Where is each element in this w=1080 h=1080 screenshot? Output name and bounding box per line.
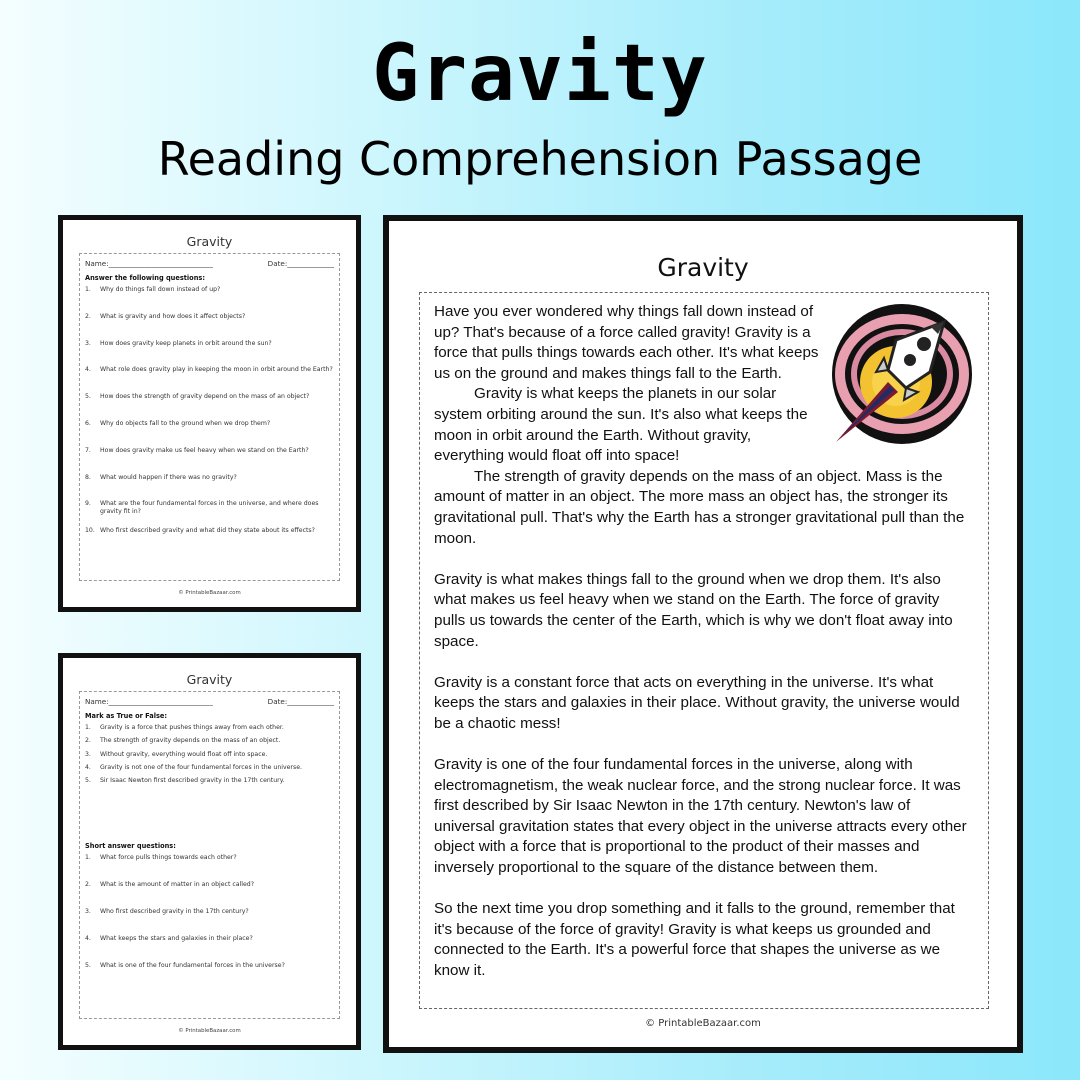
- sub-title: Reading Comprehension Passage: [157, 132, 923, 186]
- item-number: 4.: [85, 763, 91, 771]
- item-text: What is the amount of matter in an object called?: [100, 881, 254, 889]
- question-text: How does the strength of gravity depend on the mass of an object?: [100, 393, 310, 401]
- question-number: 1.: [85, 286, 91, 293]
- name-label: Name:_____________________________: [85, 259, 213, 268]
- section-heading: Short answer questions:: [85, 842, 176, 851]
- item-text: Sir Isaac Newton first described gravity in the 17th century.: [100, 777, 285, 785]
- item-text: What keeps the stars and galaxies in their place?: [100, 934, 253, 942]
- list-item: [85, 737, 334, 745]
- name-label: Name:_____________________________: [85, 697, 213, 706]
- worksheet-content: [79, 253, 340, 581]
- list-item: [85, 881, 334, 889]
- item-text: What is one of the four fundamental forces in the universe?: [100, 961, 285, 969]
- paragraph: Gravity is a constant force that acts on everything in the universe. It's what keeps the stars and galaxies in their place. Without gravity, the universe would be a chaotic mess!: [434, 673, 960, 732]
- question-number: 10.: [85, 527, 95, 535]
- list-item: [85, 764, 334, 772]
- list-item: [85, 366, 334, 374]
- item-text: The strength of gravity depends on the mass of an object.: [100, 737, 281, 745]
- list-item: [85, 724, 334, 732]
- question-number: 4.: [85, 366, 91, 374]
- item-number: 2.: [85, 881, 91, 889]
- question-text: What role does gravity play in keeping the moon in orbit around the Earth?: [100, 366, 333, 374]
- item-number: 4.: [85, 934, 91, 942]
- list-item: [85, 313, 334, 321]
- date-label: Date:_____________: [267, 697, 334, 706]
- question-number: 8.: [85, 473, 91, 481]
- question-text: What is gravity and how does it affect objects?: [100, 312, 246, 320]
- item-text: Without gravity, everything would float off into space.: [100, 750, 268, 758]
- question-text: What would happen if there was no gravity?: [100, 473, 237, 481]
- list-item: [85, 420, 334, 428]
- worksheet-questions-preview: [58, 215, 361, 612]
- passage-footer: © PrintableBazaar.com: [645, 1018, 761, 1029]
- list-item: [85, 286, 334, 294]
- item-text: What force pulls things towards each other?: [100, 854, 237, 862]
- item-number: 1.: [85, 854, 91, 862]
- item-number: 1.: [85, 724, 91, 731]
- list-item: [85, 962, 334, 970]
- section-heading: Answer the following questions:: [85, 274, 205, 282]
- section-heading: Mark as True or False:: [85, 712, 168, 720]
- worksheet-title: Gravity: [186, 672, 233, 687]
- question-text: Who first described gravity and what did they state about its effects?: [100, 527, 315, 535]
- item-number: 5.: [85, 777, 91, 785]
- list-item: [85, 854, 334, 862]
- paragraph: So the next time you drop something and it falls to the ground, remember that it's because of the force of gravity! Gravity is what keeps us grounded and connected to the Earth. It's a powerful force that shapes the universe as we know it.: [434, 900, 955, 979]
- item-text: Who first described gravity in the 17th century?: [100, 908, 249, 916]
- list-item: [85, 777, 334, 785]
- rocket-orbit-icon: [826, 302, 974, 450]
- item-number: 3.: [85, 750, 91, 758]
- date-label: Date:_____________: [267, 259, 334, 268]
- question-number: 9.: [85, 500, 91, 508]
- list-item: [85, 500, 334, 516]
- list-item: [85, 908, 334, 916]
- passage-text: [434, 302, 974, 982]
- question-number: 3.: [85, 339, 91, 347]
- list-item: [85, 935, 334, 943]
- paragraph: The strength of gravity depends on the mass of an object. Mass is the amount of matter in an object. The more mass an object has, the stronger its gravitational pull. That's why the Earth has a stronger gravitational pull than the moon.: [434, 467, 965, 547]
- paragraph: Gravity is what keeps the planets in our solar system orbiting around the sun. It's also what keeps the moon in orbit around the Earth. Without gravity, everything would float off into space!: [434, 385, 808, 465]
- worksheet-footer: © PrintableBazaar.com: [178, 590, 241, 596]
- list-item: [85, 527, 334, 535]
- name-date-row: [85, 259, 334, 268]
- list-item: [85, 751, 334, 759]
- worksheet-title: Gravity: [186, 234, 233, 249]
- list-item: [85, 474, 334, 482]
- passage-page: [383, 215, 1023, 1053]
- list-item: [85, 393, 334, 401]
- name-date-row: [85, 697, 334, 706]
- item-number: 5.: [85, 961, 91, 969]
- worksheet-content: [79, 691, 340, 1019]
- worksheet-footer: © PrintableBazaar.com: [178, 1028, 241, 1034]
- item-number: 2.: [85, 737, 91, 745]
- question-text: What are the four fundamental forces in the universe, and where does gravity fit in?: [100, 500, 319, 516]
- paragraph: Gravity is what makes things fall to the ground when we drop them. It's also what makes us feel heavy when we stand on the Earth. The force of gravity pulls us towards the center of the Earth, which is why we don't float away into space.: [434, 570, 953, 650]
- passage-title: Gravity: [657, 253, 749, 282]
- item-text: Gravity is a force that pushes things away from each other.: [100, 724, 284, 731]
- question-number: 2.: [85, 312, 91, 320]
- answer-space: [85, 790, 334, 842]
- true-false-list: [85, 724, 334, 785]
- question-text: Why do objects fall to the ground when we drop them?: [100, 419, 271, 427]
- passage-box: [419, 292, 989, 1009]
- list-item: [85, 447, 334, 455]
- item-number: 3.: [85, 908, 91, 916]
- question-list: [85, 286, 334, 535]
- question-number: 7.: [85, 446, 91, 454]
- question-text: How does gravity keep planets in orbit around the sun?: [100, 339, 272, 347]
- paragraph: Gravity is one of the four fundamental forces in the universe, along with electromagnetism, the weak nuclear force, and the strong nuclear force. It was first described by Sir Isaac Newton in the 17th century. Newton's law of universal gravitation states that every object in the universe attracts every other object with a force that is proportional to the product of their masses and inversely proportional to the square of the distance between them.: [434, 756, 967, 877]
- main-title: Gravity: [372, 29, 708, 119]
- worksheet-true-false-preview: [58, 653, 361, 1050]
- question-number: 5.: [85, 393, 91, 401]
- paragraph: Have you ever wondered why things fall down instead of up? That's because of a force called gravity! Gravity is a force that pulls things towards each other. It's what keeps us on the ground and makes things fall to the Earth.: [434, 303, 819, 382]
- item-text: Gravity is not one of the four fundamental forces in the universe.: [100, 763, 302, 771]
- question-number: 6.: [85, 419, 91, 427]
- short-answer-list: [85, 854, 334, 969]
- list-item: [85, 340, 334, 348]
- question-text: Why do things fall down instead of up?: [100, 286, 221, 293]
- question-text: How does gravity make us feel heavy when we stand on the Earth?: [100, 446, 309, 454]
